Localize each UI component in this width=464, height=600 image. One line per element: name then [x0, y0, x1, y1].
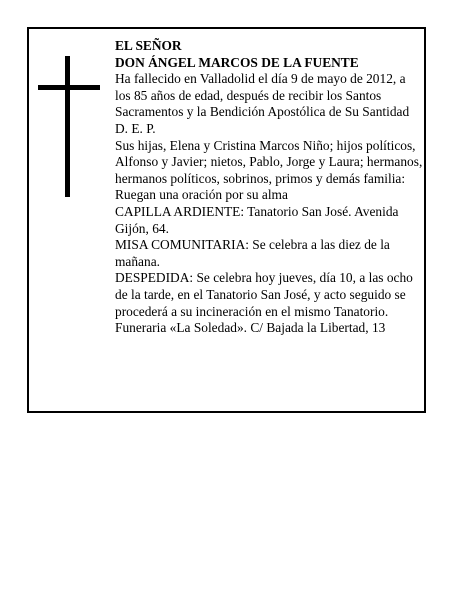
death-announcement: Ha fallecido en Valladolid el día 9 de mayo de 2012, a los 85 años de edad, después de recibir los Santos Sacramentos y la Bendición Apostólica de Su Santidad D. E. P. — [115, 71, 410, 136]
funeral-home-info: Funeraria «La Soledad». C/ Bajada la Libertad, 13 — [115, 320, 386, 336]
cross-vertical-bar — [65, 56, 70, 197]
cross-horizontal-bar — [38, 85, 100, 90]
latin-cross-icon — [38, 56, 100, 197]
notice-title-line1: EL SEÑOR — [115, 38, 182, 53]
farewell-info: DESPEDIDA: Se celebra hoy jueves, día 10, a las ocho de la tarde, en el Tanatorio San José, y acto seguido se procederá a su incineración en el mismo Tanatorio. — [115, 270, 413, 319]
family-members: Sus hijas, Elena y Cristina Marcos Niño; hijos políticos, Alfonso y Javier; nietos, Pablo, Jorge y Laura; hermanos, hermanos políticos, sobrinos, primos y demás familia: — [115, 137, 423, 186]
deceased-name: DON ÁNGEL MARCOS DE LA FUENTE — [115, 54, 359, 70]
obituary-text-block — [115, 38, 423, 337]
mass-info: MISA COMUNITARIA: Se celebra a las diez de la mañana. — [115, 237, 390, 269]
chapel-info: CAPILLA ARDIENTE: Tanatorio San José. Avenida Gijón, 64. — [115, 203, 399, 236]
prayer-request: Ruegan una oración por su alma — [115, 187, 288, 203]
